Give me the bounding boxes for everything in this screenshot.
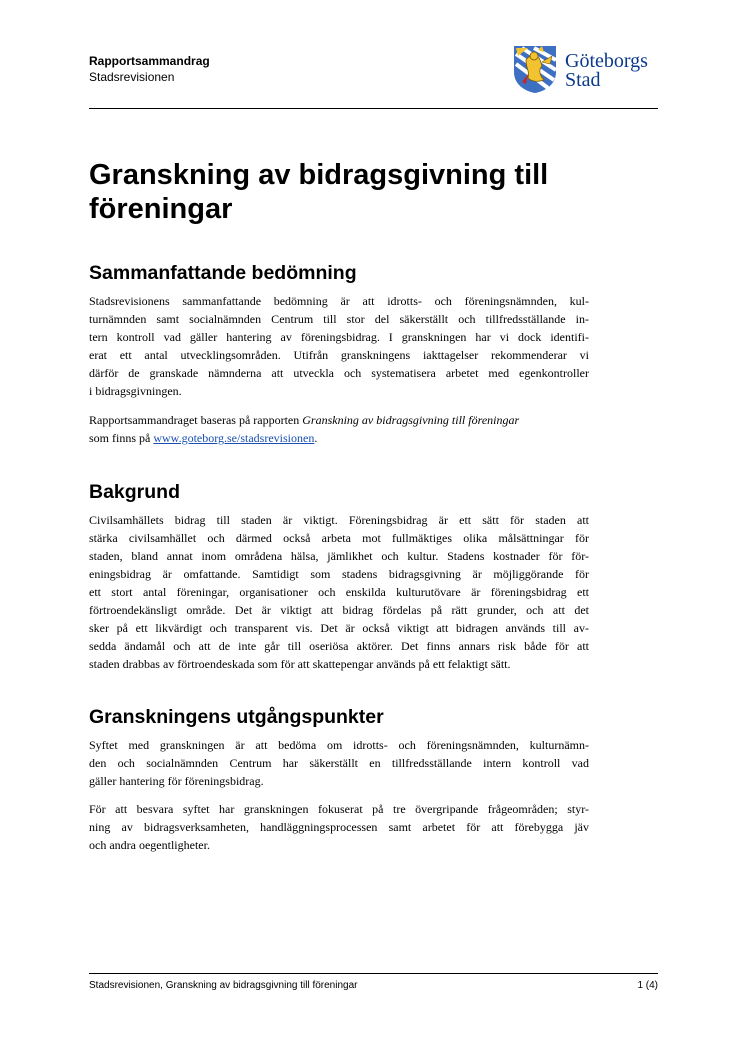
paragraph-line: därför de granskade nämnderna att utveckla och systematisera arbetet med egenkontroller <box>89 366 589 380</box>
section-paragraph-fokus <box>89 800 589 854</box>
section-heading-utgangspunkter: Granskningens utgångspunkter <box>89 706 384 728</box>
stadsrevisionen-link[interactable]: www.goteborg.se/stadsrevisionen <box>153 431 315 445</box>
footer-document-title: Stadsrevisionen, Granskning av bidragsgivning till föreningar <box>89 980 358 991</box>
paragraph-line: För att besvara syftet har granskningen fokuserat på tre övergripande frågeområden; styr- <box>89 802 589 816</box>
paragraph-line: ning av bidragsverksamheten, handläggningsprocessen samt arbetet för att förebygga jäv <box>89 820 589 834</box>
paragraph-line: ett stort antal föreningar, organisationer och enskilda kulturutövare är föreningsbidrag ett <box>89 585 589 599</box>
paragraph-line: sker på ett likvärdigt och transparent vis. Det är också viktigt att bidragen används till av- <box>89 621 589 635</box>
report-reference-paragraph <box>89 411 589 447</box>
footer-rule <box>89 973 658 974</box>
goteborgs-stad-logo <box>512 44 658 94</box>
paragraph-line: och andra oegentligheter. <box>89 838 210 852</box>
coat-of-arms-icon <box>512 44 558 94</box>
paragraph-line: staden drabbas av förtroendeskada som för att skattepengar används på ett felaktigt sätt. <box>89 657 511 671</box>
header-left <box>89 53 210 85</box>
paragraph-line: staden, bland annat inom områdena hälsa, jämlikhet och kultur. Stadens kostnader för för- <box>89 549 589 563</box>
section-paragraph-syfte <box>89 736 589 790</box>
reference-prefix: Rapportsammandraget baseras på rapporten <box>89 413 303 427</box>
paragraph-line: i bidragsgivningen. <box>89 384 182 398</box>
paragraph-line: erat ett antal utvecklingsområden. Utifrån granskningens iakttagelser rekommenderar vi <box>89 348 589 362</box>
paragraph-line: Civilsamhällets bidrag till staden är viktigt. Föreningsbidrag är ett sätt för staden att <box>89 513 589 527</box>
paragraph-line: stärka civilsamhället och därmed också arbeta mot fullmäktiges olika målsättningar för <box>89 531 589 545</box>
reference-end: . <box>314 431 318 445</box>
paragraph-line: Syftet med granskningen är att bedöma om idrotts- och föreningsnämnden, kulturnämn- <box>89 738 589 752</box>
header-rule <box>89 108 658 109</box>
paragraph-line: gäller hantering för föreningsbidrag. <box>89 774 264 788</box>
section-heading-sammanfattande: Sammanfattande bedömning <box>89 262 357 284</box>
logo-text-line2: Stad <box>565 69 601 91</box>
paragraph-line: förtroendekänsligt område. Det är viktigt att bidrag fördelas på rätt grunder, och att det <box>89 603 589 617</box>
section-paragraph-sammanfattande <box>89 292 589 400</box>
paragraph-line: den och socialnämnden Centrum har säkerställt en tillfredsställande intern kontroll vad <box>89 756 589 770</box>
page-title: Granskning av bidragsgivning till föreningar <box>89 159 549 225</box>
organization-name: Stadsrevisionen <box>89 70 175 84</box>
section-heading-bakgrund: Bakgrund <box>89 481 181 503</box>
section-paragraph-bakgrund <box>89 511 589 673</box>
page-number: 1 (4) <box>637 980 658 991</box>
report-title-italic: Granskning av bidragsgivning till föreningar <box>302 413 520 427</box>
document-type: Rapportsammandrag <box>89 54 210 68</box>
paragraph-line: turnämnden samt socialnämnden Centrum till stor del säkerställt och tillfredsställande in- <box>89 312 589 326</box>
paragraph-line: Stadsrevisionens sammanfattande bedömning är att idrotts- och föreningsnämnden, kul- <box>89 294 589 308</box>
logo-text-line1: Göteborgs <box>565 50 648 72</box>
paragraph-line: eningsbidrag är omfattande. Samtidigt som stadens bidragsgivning är möjliggörande för <box>89 567 589 581</box>
paragraph-line: sedda ändamål och att de inte går till oseriösa aktörer. Det finns annars risk både för att <box>89 639 589 653</box>
paragraph-line: tern kontroll vad gäller hantering av föreningsbidrag. I granskningen har vi dock identifi- <box>89 330 589 344</box>
reference-mid: som finns på <box>89 431 154 445</box>
